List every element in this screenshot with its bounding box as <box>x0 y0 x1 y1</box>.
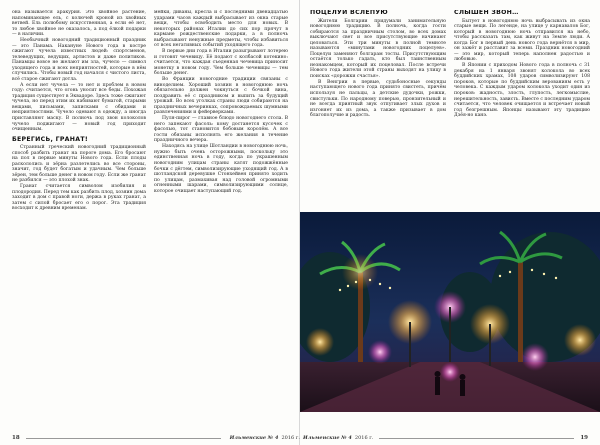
paragraph: В Японии с приходом Нового года в полночь с 31 декабря на 1 января звонят колокола во всех буддийских храмах, 108 ударов символизируют 108 пороков, которые по буддийским верованиям есть у человека. С каждым ударом колокола уходит один из пороков: жадность, злость, глупость, легкомыслие, нерешительность, зависть. Вместе с последним ударом считается, что человек очищается и встречает новый год безгрешным. Японцы называют эту традицию Дзёя-но канэ. <box>454 63 590 119</box>
paragraph: она называется аракурия. Это хвойное растение, напоминающее ель, с колючей кроной из хвойных ветвей. Ель полюбому искусственная, а если её нет, то любое хвойное не оказалось, а под ёлкой подарки — в наличии. <box>12 10 146 38</box>
magazine-year: 2016 г. <box>354 435 374 441</box>
section-heading: СЛЫШЕН ЗВОН… <box>454 10 519 16</box>
magazine-name: Ильменскиe № 4 <box>303 435 352 441</box>
footer-right <box>300 431 600 445</box>
night-park-illustration <box>300 212 600 412</box>
paragraph: Гранат считается символом изобилия и плодородия. Перед тем как разбить плод, хозяин дома заходит в дом с правой ноги, держа в руках гранат, а затем с силой бросает его о порог. Эта традиция восходит к древним временам. <box>12 184 146 212</box>
footer-rule <box>26 438 221 439</box>
right-column-2 <box>454 10 590 210</box>
paragraph: Бытует в новогоднюю ночь выбрасывать из окна старые вещи. По легенде, на улице у карнавалов Бог, который в новогоднюю ночь отправился на небо, чтобы рассказать там, как живут на Земле люди. А когда Бог в первый день нового года вернётся в мир, он зажёт и расставит за всеми. Праздник новогодний — это мир, который теперь наполнен радостью и любовью. <box>454 18 590 63</box>
left-column-1 <box>12 10 146 430</box>
page-number: 19 <box>580 435 588 441</box>
section-heading: БЕРЕГИСЬ, ГРАНАТ! <box>12 135 88 143</box>
paragraph: В Венгрии в первые, судьбоносные секунды наступающего нового года принято свистеть, причём используя не пальцы, а детские дудочки, рожки, свистульки. По народному поверью, пронзительный и не всегда приятный звук отпугивает злых духов и изгоняет их из дома, а также призывает в дом благополучие и радость. <box>310 79 446 119</box>
page-number: 18 <box>12 435 20 441</box>
right-column-1 <box>310 10 446 210</box>
paragraph: Находясь на улице Шотландии в новогоднюю ночь, нужно быть очень осторожными, поскольку это единственная ночь в году, когда по украшенным новогодним улицам страны катят подожжённые бочки с дёгтем, символизирующие уходящий год. А в шотландской деревушке Стонхейвен принято ходить по улицам, размахивая над головой огромными огненными шарами, символизирующими солнце, которое очищает наступающий год. <box>154 144 288 194</box>
paragraph: Во Франции новогодние традиции связаны с виноделием. Хороший хозяин в новогоднюю ночь обязательно должен чокнуться с бочкой вина, поздравить её с праздником и выпить за будущий урожай. Во всех уголках страны люди собираются на праздничных вечеринках, сопровождаемых шумными развлечениями и фейерверками. <box>154 77 288 116</box>
night-park-photo <box>300 212 600 412</box>
paragraph: Странный греческий новогодний традиционный способ разбить гранат на пороге дома. Его бросают на пол в первые минуты Нового года. Если плоды раскололись и зёрна разлетелись во все стороны, значит, год будет богатым и удачным. Чем больше зёрен, тем больше денег в новом году. Если же гранат не разбился — это плохой знак. <box>12 145 146 184</box>
section-heading: ПОЦЕЛУЙ ВСЛЕПУЮ <box>310 10 388 16</box>
paragraph: Пуля-пирог — главное блюдо новогоднего стола. В него запекают фасоль: кому достанется кусочек с фасолью, тот становится бобовым королём. А все гости обязаны исполнять его желания в течение праздничного вечера. <box>154 116 288 144</box>
footer-rule <box>379 438 574 439</box>
left-column-2 <box>154 10 288 430</box>
magazine-name: Ильменскиe № 4 <box>229 435 279 441</box>
paragraph: В первые дни года в Италии разыгрывают лотерею и готовят чечевицу. Её подают с колбасой котекино: считается, что каждая съеденная чечевица приносит монетку в новом году. Чем больше чечевицы — тем больше денег. <box>154 49 288 77</box>
paragraph: мейки, диваны, кресла и с последними двенадцатью ударами часов каждый выбрасывает из окна старые вещи, чтобы освободить место для новых. В некоторых районах Италии до сих пор прячут в кармане рождественские подарки, а в полночь выбрасывают ненужные предметы, чтобы избавиться от всех негативных событий уходящего года. <box>154 10 288 49</box>
footer-left <box>0 431 300 445</box>
paragraph: Жители Болгарии придумали занимательную новогоднюю традицию. В полночь, когда гости собираются за праздничным столом, во всех домах выключают свет и все присутствующие начинают целоваться. Эти три минуты в полной темноте называются «минутами новогодних поцелуев». Поцелуи заменяют болгарам тосты. Присутствующим остаётся только гадать, кто был таинственным незнакомцем, который их поцеловал. После встречи Нового года жители этой страны выходят на улицу в поисках «дорожки счастья». <box>310 18 446 80</box>
magazine-year: 2016 г. <box>281 435 300 441</box>
paragraph: Необычный новогодний традиционный праздник — это Панама. Накануне Нового года в костре сжигают чучела известных людей: спортсменов, телеведущих, ведущих, артистов и даже политиков. Панамцы вовсе не желают им зла, чучело — символ уходящего года и всех неприятностей, которые в нём случились. Чтобы новый год начался с чистого листа, всё старое сжигают дотла. <box>12 38 146 82</box>
paragraph: А если нет чучела — то нет и проблем в новом году: считается, что огонь уносит все беды. Похожая традиция существует в Эквадоре. Здесь тоже сжигают чучела, но перед этим их набивают бумагой, старыми вещами, письмами, записками с обидами и неприятностями. Чучело одевают в одежду, а иногда приставляют маску. В полночь под звон колоколов чучело поджигают — новый год приходит очищенным. <box>12 82 146 133</box>
